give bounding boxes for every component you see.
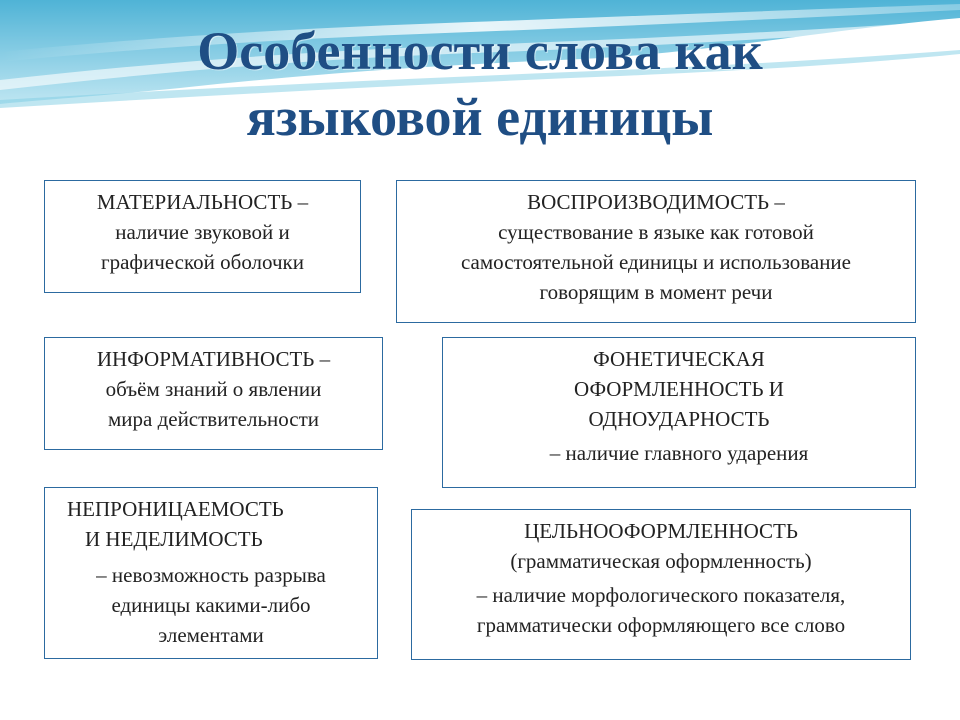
- box-text: – наличие главного ударения: [549, 441, 809, 465]
- feature-box-foneticheskaya: [442, 337, 916, 488]
- box-text: говорящим в момент речи: [539, 280, 773, 304]
- box-heading: ВОСПРОИЗВОДИМОСТЬ –: [527, 190, 785, 214]
- box-heading: ФОНЕТИЧЕСКАЯ: [593, 347, 765, 371]
- title-line-2: языковой единицы: [246, 87, 714, 147]
- box-text: графической оболочки: [101, 250, 304, 274]
- box-text: – наличие морфологического показателя,: [476, 583, 846, 607]
- box-heading: ОДНОУДАРНОСТЬ: [588, 407, 770, 431]
- box-text: самостоятельной единицы и использование: [460, 250, 851, 274]
- box-text: объём знаний о явлении: [105, 377, 322, 401]
- box-heading: ИНФОРМАТИВНОСТЬ –: [96, 347, 331, 371]
- title-line-1: Особенности слова как: [197, 21, 763, 81]
- box-text: мира действительности: [107, 407, 320, 431]
- box-text: наличие звуковой и: [115, 220, 290, 244]
- box-heading: ЦЕЛЬНООФОРМЛЕННОСТЬ: [524, 519, 798, 543]
- feature-box-informativnost: [44, 337, 383, 450]
- box-heading: ОФОРМЛЕННОСТЬ И: [574, 377, 784, 401]
- box-heading: МАТЕРИАЛЬНОСТЬ –: [96, 190, 309, 214]
- box-text: – невозможность разрыва: [96, 563, 326, 587]
- box-text: (грамматическая оформленность): [510, 549, 812, 573]
- feature-box-vosproizvodimost: [396, 180, 916, 323]
- feature-box-tselnooformlennost: [411, 509, 911, 660]
- box-text: элементами: [158, 623, 264, 647]
- box-heading: И НЕДЕЛИМОСТЬ: [85, 527, 263, 551]
- feature-box-materialnost: [44, 180, 361, 293]
- page-title: [0, 18, 960, 150]
- box-text: существование в языке как готовой: [498, 220, 814, 244]
- feature-box-nepronitsaemost: [44, 487, 378, 659]
- box-text: единицы какими-либо: [111, 593, 311, 617]
- box-text: грамматически оформляющего все слово: [476, 613, 846, 637]
- box-heading: НЕПРОНИЦАЕМОСТЬ: [67, 497, 284, 521]
